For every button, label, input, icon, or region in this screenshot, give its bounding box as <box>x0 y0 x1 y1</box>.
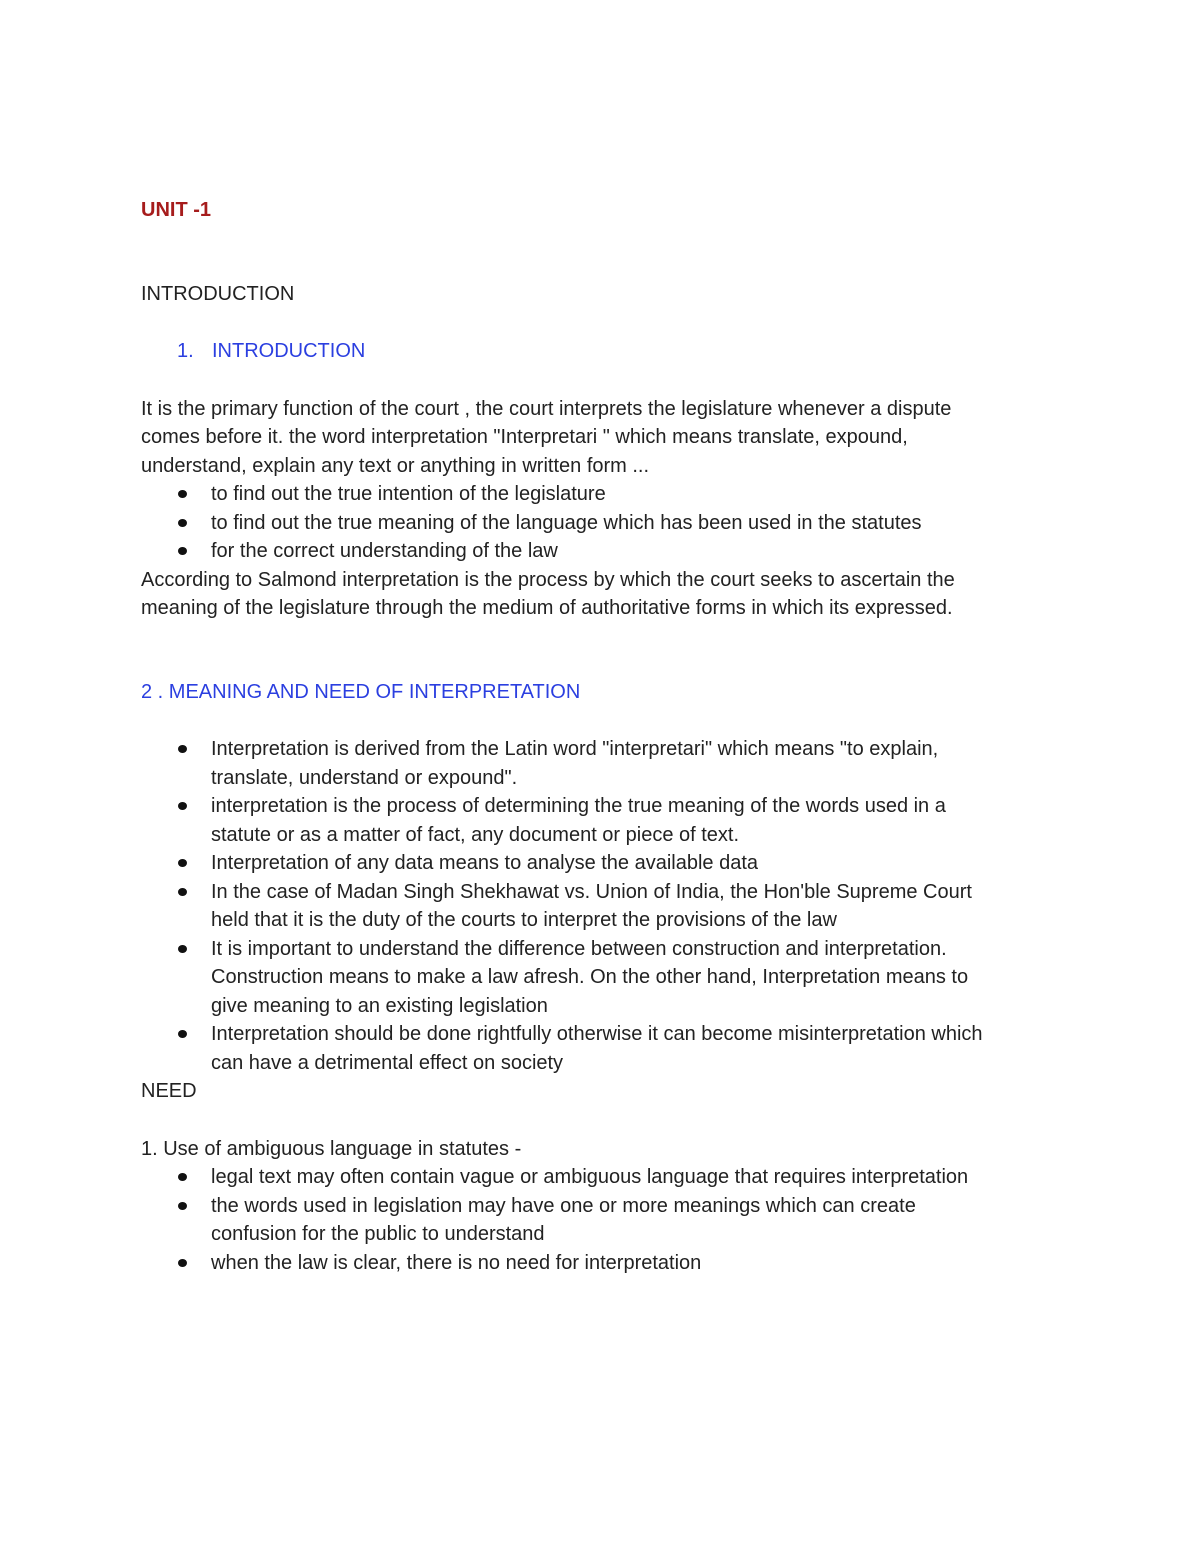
list-item <box>141 735 1061 792</box>
list-item <box>141 1249 1061 1278</box>
list-item-text: to find out the true meaning of the language which has been used in the statutes <box>211 511 922 534</box>
bullet-icon <box>178 745 187 753</box>
list-item-text: statute or as a matter of fact, any document or piece of text. <box>211 823 740 846</box>
section2-heading: 2 . MEANING AND NEED OF INTERPRETATION <box>141 680 581 703</box>
bullet-icon <box>178 802 187 810</box>
list-item-text: It is important to understand the difference between construction and interpretation. <box>211 937 947 960</box>
bullet-icon <box>178 547 187 555</box>
bullet-icon <box>178 490 187 498</box>
list-item-text: give meaning to an existing legislation <box>211 994 548 1017</box>
list-item-text: In the case of Madan Singh Shekhawat vs. Union of India, the Hon'ble Supreme Court <box>211 880 972 903</box>
section1-title: INTRODUCTION <box>212 340 366 362</box>
list-item-text: held that it is the duty of the courts to interpret the provisions of the law <box>211 909 837 931</box>
paragraph-line: comes before it. the word interpretation "Interpretari " which means translate, expound, <box>141 426 908 448</box>
section2-bullet-list <box>141 735 1061 1077</box>
bullet-icon <box>178 1030 187 1038</box>
list-item-text: when the law is clear, there is no need for interpretation <box>211 1251 702 1274</box>
paragraph-line: It is the primary function of the court , the court interprets the legislature whenever a dispute <box>141 397 952 420</box>
list-item-text: Interpretation of any data means to analyse the available data <box>211 852 759 874</box>
bullet-icon <box>178 888 187 896</box>
need-point-1: 1. Use of ambiguous language in statutes - <box>141 1137 522 1160</box>
paragraph-line: meaning of the legislature through the medium of authoritative forms in which its expressed. <box>141 597 953 619</box>
section1-heading <box>141 337 1061 366</box>
list-item <box>141 1163 1061 1192</box>
list-item-text: legal text may often contain vague or ambiguous language that requires interpretation <box>211 1166 969 1188</box>
document-content <box>141 196 1061 1277</box>
bullet-icon <box>178 1259 187 1267</box>
list-item <box>141 509 1061 538</box>
list-item-text: can have a detrimental effect on society <box>211 1051 564 1074</box>
bullet-icon <box>178 519 187 527</box>
list-item <box>141 480 1061 509</box>
section1-paragraph <box>141 395 1061 481</box>
bullet-icon <box>178 1173 187 1181</box>
paragraph-line: According to Salmond interpretation is the process by which the court seeks to ascertain the <box>141 568 955 591</box>
list-item-text: interpretation is the process of determining the true meaning of the words used in a <box>211 795 946 817</box>
salmond-paragraph <box>141 566 1061 623</box>
list-item-text: to find out the true intention of the legislature <box>211 483 606 505</box>
list-item <box>141 878 1061 935</box>
bullet-icon <box>178 859 187 867</box>
list-item <box>141 935 1061 1021</box>
intro-heading: INTRODUCTION <box>141 282 295 305</box>
list-item <box>141 792 1061 849</box>
list-item <box>141 849 1061 878</box>
list-item-text: confusion for the public to understand <box>211 1223 545 1245</box>
paragraph-line: understand, explain any text or anything in written form ... <box>141 454 650 477</box>
need-heading: NEED <box>141 1080 197 1102</box>
unit-title: UNIT -1 <box>141 199 211 221</box>
list-item <box>141 1192 1061 1249</box>
list-item-text: Interpretation is derived from the Latin word "interpretari" which means "to explain, <box>211 738 939 760</box>
list-item-text: translate, understand or expound". <box>211 766 518 789</box>
need-bullet-list <box>141 1163 1061 1277</box>
list-item <box>141 537 1061 566</box>
bullet-icon <box>178 945 187 953</box>
section1-number: 1. <box>177 340 194 362</box>
section1-bullet-list <box>141 480 1061 566</box>
bullet-icon <box>178 1202 187 1210</box>
list-item-text: Interpretation should be done rightfully otherwise it can become misinterpretation which <box>211 1023 983 1045</box>
list-item-text: the words used in legislation may have one or more meanings which can create <box>211 1194 916 1217</box>
list-item-text: for the correct understanding of the law <box>211 540 558 562</box>
list-item-text: Construction means to make a law afresh. On the other hand, Interpretation means to <box>211 966 969 988</box>
list-item <box>141 1020 1061 1077</box>
